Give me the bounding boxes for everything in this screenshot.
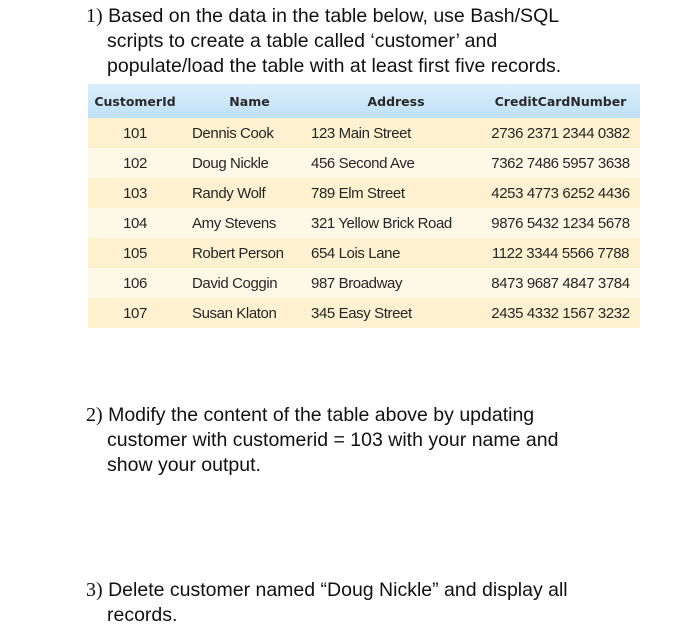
cell-name: Robert Person <box>192 244 284 262</box>
table-row <box>88 268 640 298</box>
cell-credit-card: 4253 4773 6252 4436 <box>491 184 630 202</box>
question-3-line-2: records. <box>107 604 178 626</box>
question-3-line-1 <box>86 578 676 603</box>
question-2-number: 2) <box>86 404 103 426</box>
question-2-line-1 <box>86 403 676 428</box>
cell-credit-card: 1122 3344 5566 7788 <box>491 244 630 262</box>
cell-address: 654 Lois Lane <box>311 244 401 262</box>
question-1 <box>86 4 676 79</box>
cell-credit-card: 7362 7486 5957 3638 <box>491 154 630 172</box>
question-2-line-2: customer with customerid = 103 with your name and <box>107 429 559 451</box>
customer-table <box>88 84 640 328</box>
cell-credit-card: 8473 9687 4847 3784 <box>491 274 630 292</box>
cell-name: Dennis Cook <box>192 124 274 142</box>
question-2 <box>86 403 676 478</box>
cell-address: 345 Easy Street <box>311 304 412 322</box>
question-2-text-1: Modify the content of the table above by updating <box>108 404 535 426</box>
header-credit-card-number: CreditCardNumber <box>494 93 627 109</box>
cell-name: Randy Wolf <box>192 184 266 202</box>
table-header-row <box>88 84 640 118</box>
table-row <box>88 118 640 148</box>
cell-customer-id: 105 <box>123 244 147 262</box>
cell-customer-id: 101 <box>123 124 147 142</box>
cell-customer-id: 104 <box>123 214 147 232</box>
cell-name: David Coggin <box>192 274 278 292</box>
table-row <box>88 238 640 268</box>
table-row <box>88 178 640 208</box>
cell-address: 789 Elm Street <box>311 184 405 202</box>
cell-credit-card: 2736 2371 2344 0382 <box>491 124 630 142</box>
question-1-line-2: scripts to create a table called ‘customer’ and <box>107 30 498 52</box>
header-customer-id: CustomerId <box>94 93 176 109</box>
question-3-number: 3) <box>86 579 103 601</box>
cell-address: 456 Second Ave <box>311 154 415 172</box>
cell-credit-card: 2435 4332 1567 3232 <box>491 304 630 322</box>
question-1-number: 1) <box>86 5 103 27</box>
cell-name: Doug Nickle <box>192 154 269 172</box>
question-2-line-3: show your output. <box>107 454 261 476</box>
question-3-text-1: Delete customer named “Doug Nickle” and display all <box>108 579 568 601</box>
cell-address: 123 Main Street <box>311 124 411 142</box>
cell-customer-id: 106 <box>123 274 147 292</box>
question-1-text-1: Based on the data in the table below, use Bash/SQL <box>108 5 560 27</box>
cell-name: Susan Klaton <box>192 304 277 322</box>
question-3 <box>86 578 676 628</box>
question-1-line-3: populate/load the table with at least first five records. <box>107 55 562 77</box>
table-row <box>88 208 640 238</box>
header-address: Address <box>367 93 425 109</box>
header-name: Name <box>229 93 270 109</box>
table-row <box>88 148 640 178</box>
cell-customer-id: 103 <box>123 184 147 202</box>
cell-address: 321 Yellow Brick Road <box>311 214 452 232</box>
customer-table-image <box>88 84 640 328</box>
cell-address: 987 Broadway <box>311 274 403 292</box>
table-row <box>88 298 640 328</box>
cell-customer-id: 102 <box>123 154 147 172</box>
cell-customer-id: 107 <box>123 304 147 322</box>
cell-name: Amy Stevens <box>192 214 276 232</box>
question-1-line-1 <box>86 4 676 29</box>
cell-credit-card: 9876 5432 1234 5678 <box>491 214 630 232</box>
